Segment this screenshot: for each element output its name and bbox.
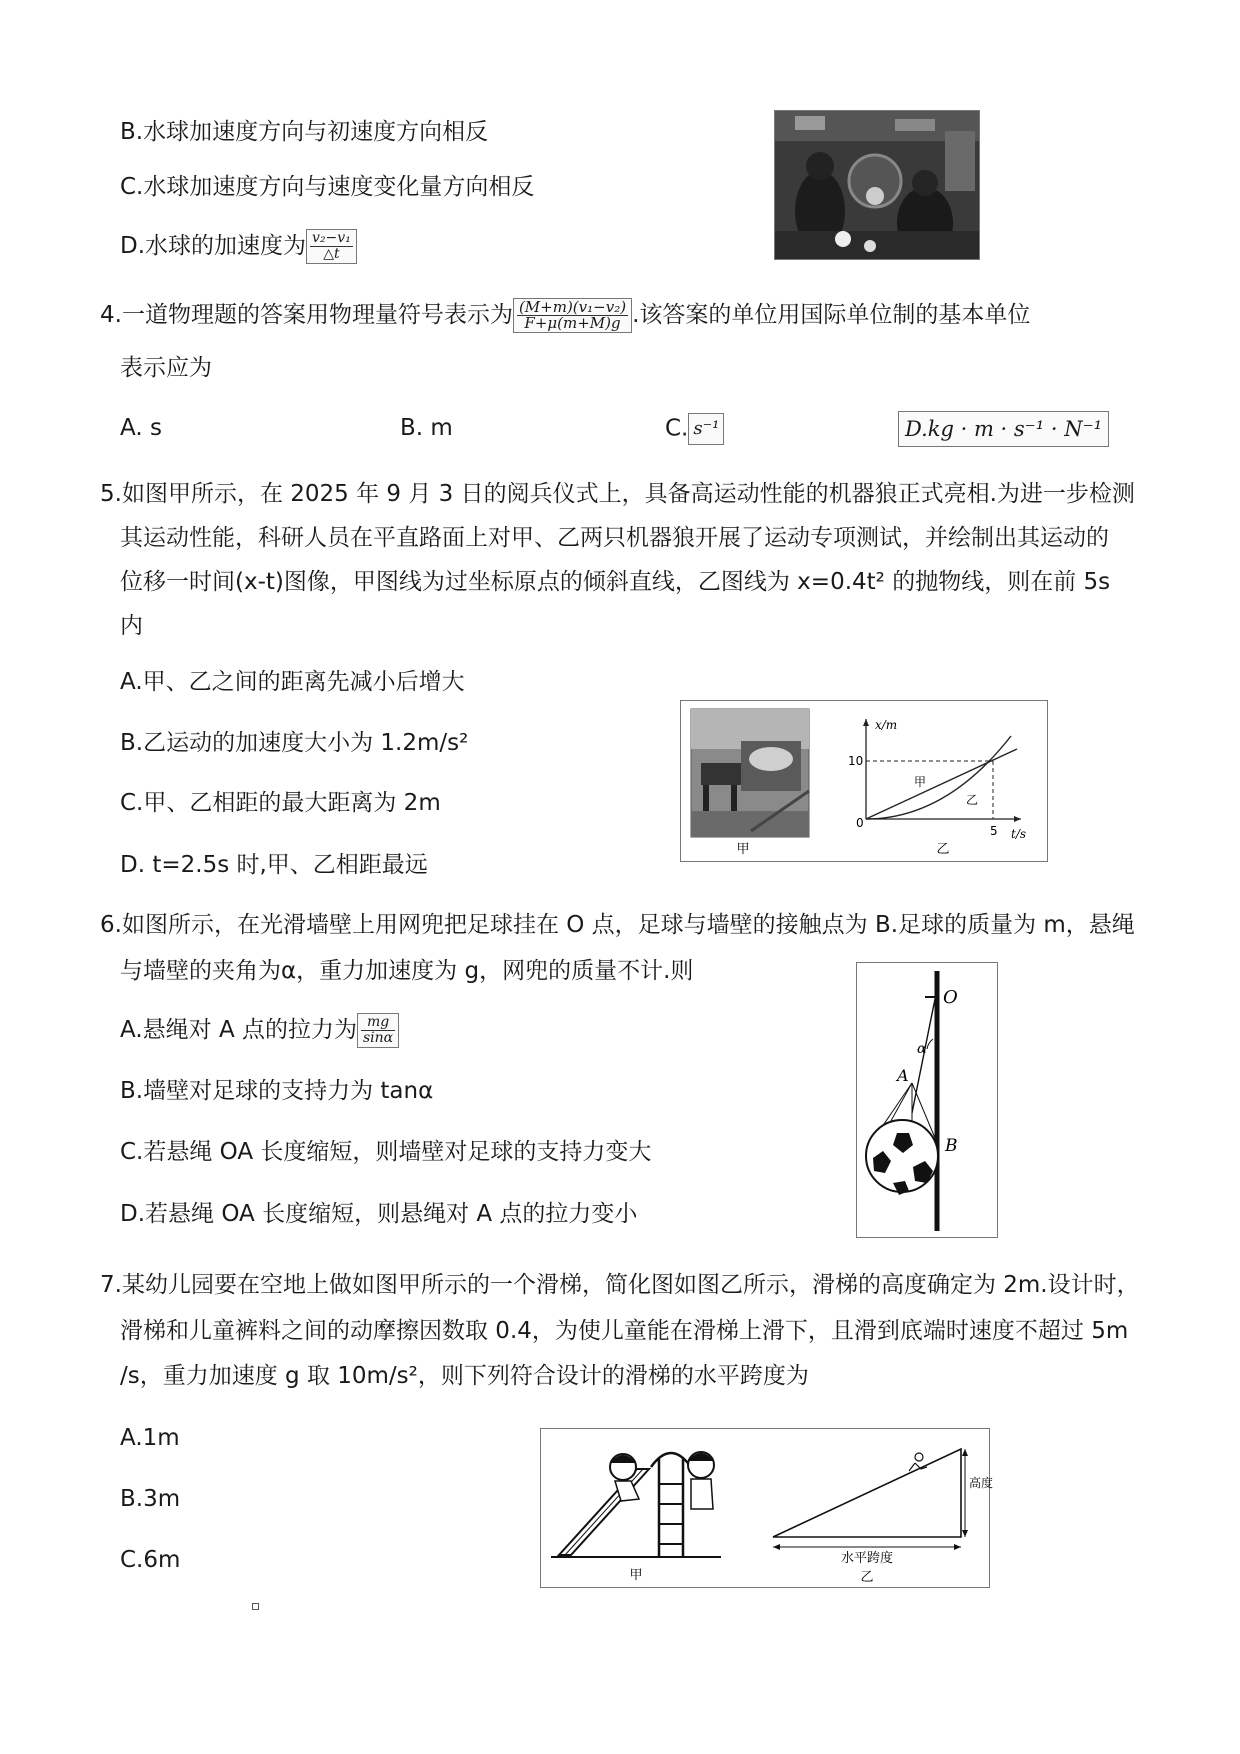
formula-numerator: (M+m)(v₁−v₂) bbox=[518, 298, 627, 316]
q7-option-a: A.1m bbox=[120, 1425, 180, 1451]
x-axis-label: x/m bbox=[875, 718, 898, 732]
q6-option-b: B.墙壁对足球的支持力为 tanα bbox=[120, 1078, 434, 1104]
height-arrow-bottom bbox=[962, 1530, 968, 1537]
robot-wolf-photo bbox=[691, 709, 809, 837]
tick-10: 10 bbox=[848, 754, 864, 768]
q5-option-c: C.甲、乙相距的最大距离为 2m bbox=[120, 790, 441, 816]
label-o: O bbox=[943, 987, 958, 1008]
stray-mark bbox=[252, 1603, 259, 1610]
q7-stem-line1: 7.某幼儿园要在空地上做如图甲所示的一个滑梯，简化图如图乙所示，滑梯的高度确定为 2m.设计时， bbox=[100, 1272, 1140, 1298]
x-axis-arrow bbox=[863, 719, 869, 726]
q6-stem-line2: 与墙壁的夹角为α，重力加速度为 g，网兜的质量不计.则 bbox=[120, 958, 694, 984]
q5-figure-svg bbox=[681, 701, 1047, 861]
q7-stem-line2: 滑梯和儿童裤料之间的动摩擦因数取 0.4，为使儿童能在滑梯上滑下，且滑到底端时速度不超过 5m bbox=[120, 1318, 1129, 1344]
child-2-body bbox=[691, 1479, 713, 1509]
q5-figure bbox=[680, 700, 1048, 862]
q4-option-c-label: C. bbox=[665, 415, 689, 442]
q5-stem-line1: 5.如图甲所示，在 2025 年 9 月 3 日的阅兵仪式上，具备高运动性能的机器狼正式亮相.为进一步检测 bbox=[100, 481, 1135, 507]
fraction-denominator: sinα bbox=[363, 1030, 394, 1046]
q6-figure-svg bbox=[857, 963, 997, 1237]
handle-arch bbox=[651, 1453, 691, 1467]
span-label: 水平跨度 bbox=[840, 1551, 894, 1566]
q5-stem-line2: 其运动性能，科研人员在平直路面上对甲、乙两只机器狼开展了运动专项测试，并绘制出其运动的 bbox=[120, 525, 1109, 551]
q7-option-b: B.3m bbox=[120, 1486, 181, 1512]
tick-5: 5 bbox=[990, 824, 998, 838]
line-jia bbox=[866, 749, 1017, 819]
stick-figure-head bbox=[915, 1453, 923, 1461]
label-b: B bbox=[945, 1136, 958, 1156]
q4-option-d bbox=[898, 411, 1109, 447]
child-2-hair bbox=[688, 1453, 714, 1461]
origin-label: 0 bbox=[856, 816, 864, 830]
slide-diagram bbox=[773, 1449, 993, 1566]
q3-option-d bbox=[120, 229, 357, 264]
q6-option-d: D.若悬绳 OA 长度缩短，则悬绳对 A 点的拉力变小 bbox=[120, 1201, 638, 1227]
height-arrow-top bbox=[962, 1449, 968, 1456]
angle-arc bbox=[927, 1039, 933, 1049]
q6-option-a-text: A.悬绳对 A 点的拉力为 bbox=[120, 1017, 357, 1043]
t-axis-arrow bbox=[1014, 816, 1021, 822]
q4-option-d-formula: D.kg · m · s⁻¹ · N⁻¹ bbox=[898, 411, 1109, 447]
q5-caption-yi: 乙 bbox=[936, 842, 950, 857]
q4-option-b: B. m bbox=[400, 415, 453, 441]
q5-option-b: B.乙运动的加速度大小为 1.2m/s² bbox=[120, 730, 469, 756]
fraction-denominator: △t bbox=[323, 246, 340, 262]
q5-stem-line3: 位移一时间(x-t)图像，甲图线为过坐标原点的倾斜直线，乙图线为 x=0.4t² 的抛物线，则在前 5s bbox=[120, 569, 1111, 595]
q4-stem-line2: 表示应为 bbox=[120, 355, 212, 381]
span-arrow-left bbox=[773, 1544, 780, 1550]
space-station-image bbox=[775, 111, 979, 259]
fraction-numerator: v₂−v₁ bbox=[312, 230, 351, 246]
q7-caption-jia: 甲 bbox=[629, 1568, 643, 1583]
q7-figure bbox=[540, 1428, 994, 1588]
graph-label-jia: 甲 bbox=[914, 775, 927, 789]
q6-option-a bbox=[120, 1013, 399, 1048]
q6-tension-fraction bbox=[357, 1013, 399, 1048]
q6-option-c: C.若悬绳 OA 长度缩短，则墙壁对足球的支持力变大 bbox=[120, 1139, 652, 1165]
q3-acceleration-fraction bbox=[306, 229, 357, 264]
slide-cartoon bbox=[551, 1452, 721, 1557]
q6-figure bbox=[856, 962, 998, 1238]
curve-yi bbox=[866, 736, 1011, 819]
q3-space-station-photo bbox=[774, 110, 980, 260]
formula-denominator: F+μ(m+M)g bbox=[524, 314, 621, 332]
height-label bbox=[969, 1475, 993, 1490]
q4-stem-text-a: 4.一道物理题的答案用物理量符号表示为 bbox=[100, 302, 513, 328]
q7-option-c: C.6m bbox=[120, 1547, 181, 1573]
label-alpha: α bbox=[917, 1041, 927, 1057]
q4-answer-formula bbox=[513, 298, 632, 333]
graph-label-yi: 乙 bbox=[966, 793, 979, 807]
q4-stem-line1 bbox=[100, 298, 1030, 333]
fraction-numerator: mg bbox=[361, 1015, 395, 1031]
q4-option-c-formula: s⁻¹ bbox=[688, 413, 724, 445]
slide-triangle bbox=[773, 1449, 961, 1537]
q5-caption-jia: 甲 bbox=[736, 842, 750, 857]
q5-option-a: A.甲、乙之间的距离先减小后增大 bbox=[120, 669, 465, 695]
q4-option-a: A. s bbox=[120, 415, 162, 441]
q5-option-d: D. t=2.5s 时,甲、乙相距最远 bbox=[120, 852, 428, 878]
q3-option-d-text: D.水球的加速度为 bbox=[120, 233, 307, 259]
q6-stem-line1: 6.如图所示，在光滑墙壁上用网兜把足球挂在 O 点，足球与墙壁的接触点为 B.足球的质量为 m，悬绳 bbox=[100, 912, 1135, 938]
q4-stem-text-b: .该答案的单位用国际单位制的基本单位 bbox=[632, 302, 1031, 328]
t-axis-label: t/s bbox=[1011, 827, 1027, 841]
xt-graph bbox=[848, 718, 1026, 841]
child-1-hair bbox=[610, 1455, 636, 1463]
height-label-text: 高度 bbox=[969, 1476, 994, 1490]
q3-option-c: C.水球加速度方向与速度变化量方向相反 bbox=[120, 174, 535, 200]
label-a: A bbox=[897, 1066, 909, 1085]
q5-stem-line4: 内 bbox=[120, 613, 143, 639]
q7-caption-yi: 乙 bbox=[860, 1570, 874, 1585]
q3-option-b: B.水球加速度方向与初速度方向相反 bbox=[120, 119, 489, 145]
q7-stem-line3: /s，重力加速度 g 取 10m/s²，则下列符合设计的滑梯的水平跨度为 bbox=[120, 1363, 809, 1389]
q7-figure-svg bbox=[541, 1429, 994, 1587]
span-arrow-right bbox=[954, 1544, 961, 1550]
q4-option-c bbox=[665, 413, 724, 445]
